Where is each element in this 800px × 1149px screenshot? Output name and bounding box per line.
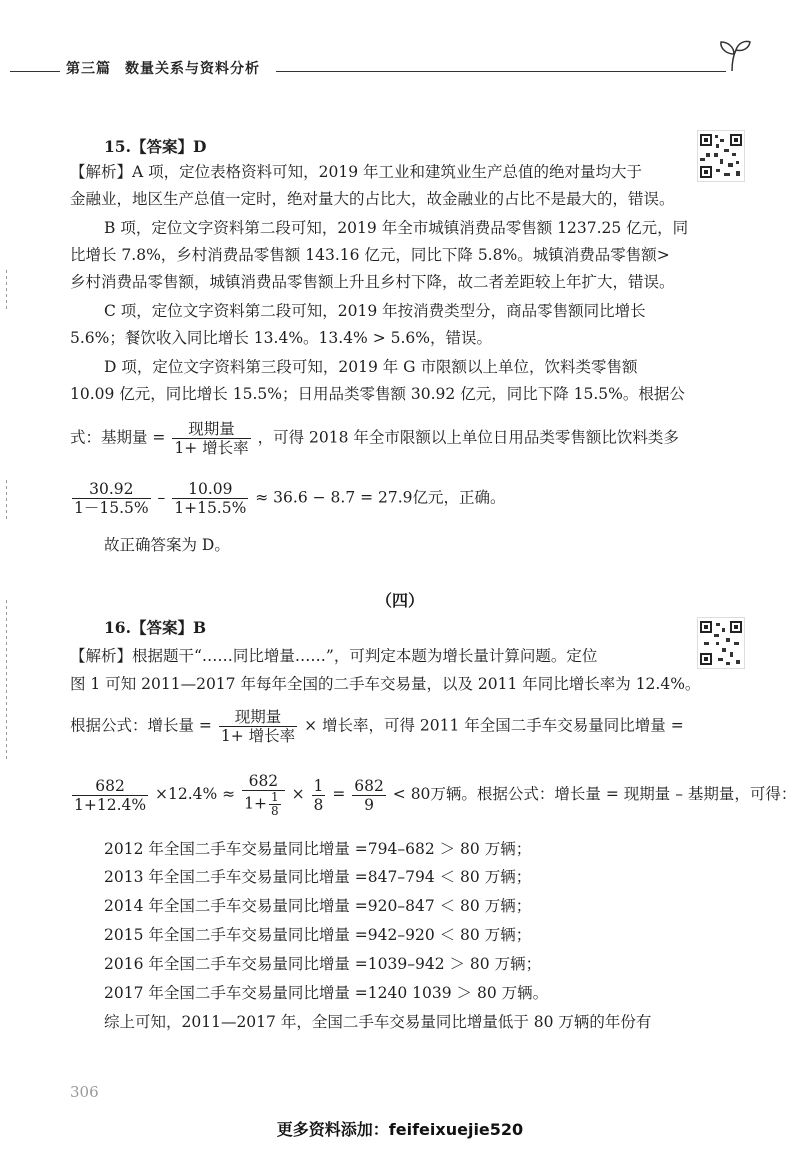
q15-analysis-line: 金融业，地区生产总值一定时，绝对量大的占比大，故金融业的占比不是最大的，错误。 [70,190,675,208]
q15-conclusion: 故正确答案为 D。 [104,536,230,554]
page-header [66,58,274,78]
q15-formula-line: 式：基期量 = $\frac{\text{现期量}}{\text{1+ 增长率}}$ ，可得 2018 年全市限额以上单位日用品类零售额比饮料类多 [70,420,679,457]
year-increment-line: 2012 年全国二手车交易量同比增量 =794–682 ＞ 80 万辆； [104,840,532,858]
fraction: $\frac{10.09}{1+15.5\%}$ [174,480,247,517]
q15-option-d-line: 10.09 亿元，同比增长 15.5%；日用品类零售额 30.92 亿元，同比下降 15.5%。根据公 [70,385,685,403]
q16-summary: 综上可知，2011—2017 年，全国二手车交易量同比增量低于 80 万辆的年份有 [104,1013,652,1031]
year-increment-line: 2014 年全国二手车交易量同比增量 =920–847 ＜ 80 万辆； [104,897,532,915]
fraction: $\frac{30.92}{1-15.5\%}$ [74,480,149,517]
margin-mark [6,600,7,760]
year-increment-line: 2015 年全国二手车交易量同比增量 =942–920 ＜ 80 万辆； [104,926,532,944]
q15-analysis-line: 【解析】A 项，定位表格资料可知，2019 年工业和建筑业生产总值的绝对量均大于 [70,163,642,181]
q16-formula-line: 根据公式：增长量 = $\frac{\text{现期量}}{\text{1+ 增长率}}$ × 增长率，可得 2011 年全国二手车交易量同比增量 = [70,708,684,745]
q16-calculation-line: $\frac{682}{1+12.4\%}$ ×12.4% ≈ 682 1+ $\frac{1}{8}$ × $\frac{1}{8}$ = $\frac{682}{9}$ < 80万辆。根据公式：增长量 = 现期量 – 基期量，可得： [74,772,797,818]
q16-answer-heading: 16.【答案】B [104,618,207,637]
page-number: 306 [70,1083,99,1101]
q15-option-b-line: 乡村消费品零售额，城镇消费品零售额上升且乡村下降，故二者差距较上年扩大，错误。 [70,273,675,291]
year-increment-line: 2016 年全国二手车交易量同比增量 =1039–942 ＞ 80 万辆； [104,955,542,973]
fraction: 682 1+ $\frac{1}{8}$ [242,772,285,818]
header-rule-right [276,71,726,72]
chapter-title: 数量关系与资料分析 [125,61,260,77]
fraction: $\frac{682}{1+12.4\%}$ [74,776,147,814]
growth-formula: $\frac{\text{现期量}}{\text{1+ 增长率}}$ [220,708,296,745]
part-label: 第三篇 [66,61,111,77]
q15-option-c-line: 5.6%；餐饮收入同比增长 13.4%。13.4% > 5.6%，错误。 [70,329,493,347]
q16-analysis-line: 【解析】根据题干“……同比增量……”，可判定本题为增长量计算问题。定位 [70,647,598,665]
sprout-icon [712,38,752,72]
q16-analysis-line: 图 1 可知 2011—2017 年每年全国的二手车交易量，以及 2011 年同比增长率为 12.4%。 [70,675,701,693]
q15-calculation-line: $\frac{30.92}{1-15.5\%}$ – $\frac{10.09}{1+15.5\%}$ ≈ 36.6 − 8.7 = 27.9亿元，正确。 [74,480,506,517]
fraction: $\frac{1}{8}$ [313,776,324,814]
q15-option-c-line: C 项，定位文字资料第二段可知，2019 年按消费类型分，商品零售额同比增长 [104,302,646,320]
footer-notice: 更多资料添加：feifeixuejie520 [276,1120,524,1139]
qr-code-icon [697,617,745,669]
margin-mark [6,270,7,310]
section-title: （四） [375,591,424,610]
margin-mark [6,480,7,520]
q15-option-d-line: D 项，定位文字资料第三段可知，2019 年 G 市限额以上单位，饮料类零售额 [104,358,638,376]
year-increment-line: 2017 年全国二手车交易量同比增量 =1240 1039 ＞ 80 万辆。 [104,984,549,1002]
q15-option-b-line: 比增长 7.8%，乡村消费品零售额 143.16 亿元，同比下降 5.8%。城镇消费品零售额> [70,246,670,264]
year-increment-line: 2013 年全国二手车交易量同比增量 =847–794 ＜ 80 万辆； [104,868,532,886]
q15-answer-heading: 15.【答案】D [104,137,207,156]
base-period-formula: $\frac{\text{现期量}}{\text{1+ 增长率}}$ [174,420,249,457]
fraction: $\frac{682}{9}$ [354,776,384,814]
q15-option-b-line: B 项，定位文字资料第二段可知，2019 年全市城镇消费品零售额 1237.25 亿元，同 [104,219,689,237]
header-rule-left [10,71,60,72]
qr-code-icon [697,130,745,182]
